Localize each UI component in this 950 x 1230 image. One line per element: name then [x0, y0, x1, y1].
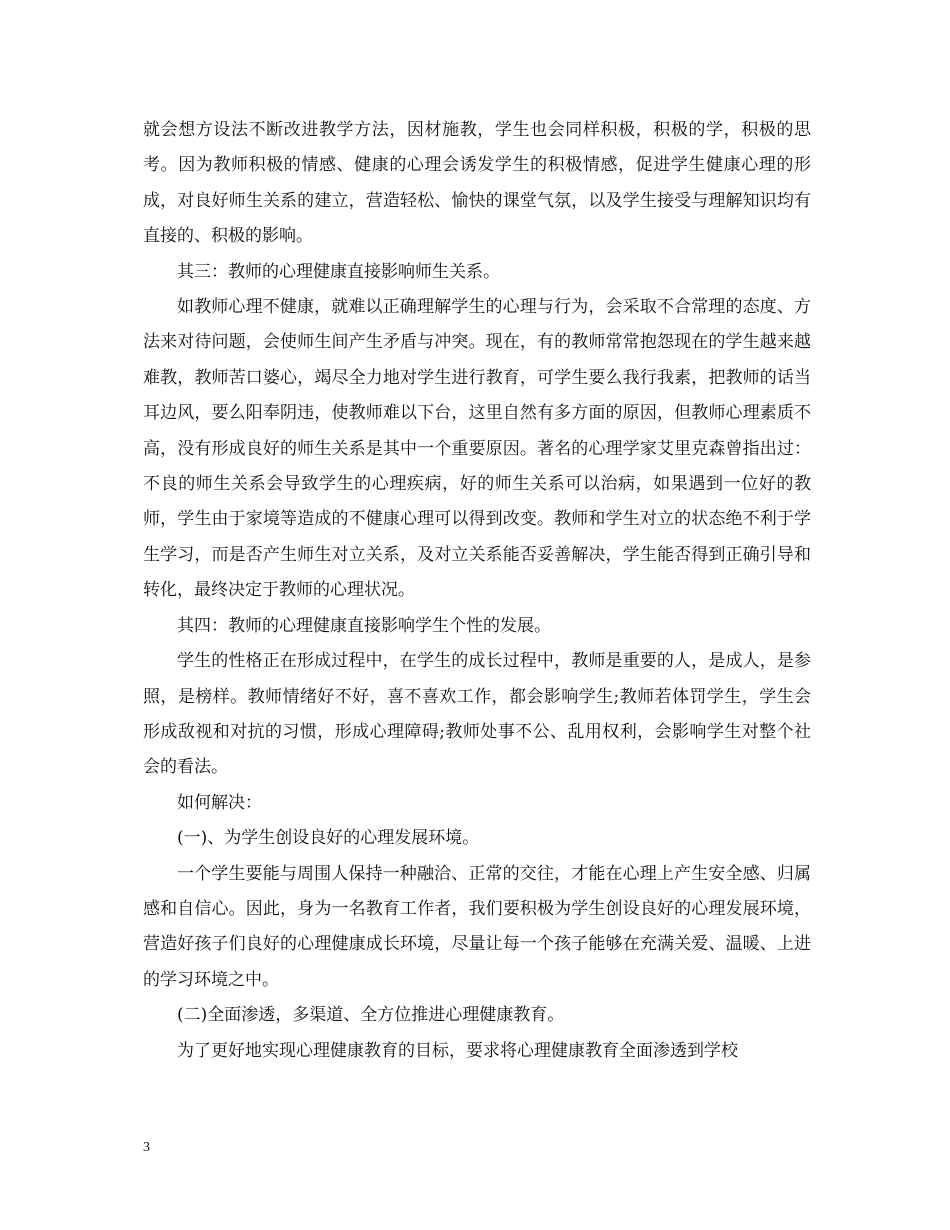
paragraph: 学生的性格正在形成过程中，在学生的成长过程中，教师是重要的人，是成人，是参照，是榜样。教师情绪好不好，喜不喜欢工作，都会影响学生;教师若体罚学生，学生会形成敌视和对抗的习惯，形成心理障碍;教师处事不公、乱用权利，会影响学生对整个社会的看法。 [143, 651, 811, 778]
page-number: 3 [143, 1140, 150, 1155]
paragraph: 其四：教师的心理健康直接影响学生个性的发展。 [177, 615, 551, 636]
paragraph: 为了更好地实现心理健康教育的目标，要求将心理健康教育全面渗透到学校 [177, 1040, 738, 1061]
paragraph: 其三：教师的心理健康直接影响师生关系。 [177, 261, 500, 282]
paragraph: 就会想方设法不断改进教学方法，因材施教，学生也会同样积极，积极的学，积极的思考。因为教师积极的情感、健康的心理会诱发学生的积极情感，促进学生健康心理的形成，对良好师生关系的建立，营造轻松、愉快的课堂气氛，以及学生接受与理解知识均有直接的、积极的影响。 [143, 120, 811, 247]
paragraph: 如何解决： [177, 792, 262, 813]
body-text [143, 113, 811, 1069]
paragraph: 如教师心理不健康，就难以正确理解学生的心理与行为，会采取不合常理的态度、方法来对待问题，会使师生间产生矛盾与冲突。现在，有的教师常常抱怨现在的学生越来越难教，教师苦口婆心，竭尽全力地对学生进行教育，可学生要么我行我素，把教师的话当耳边风，要么阳奉阴违，使教师难以下台，这里自然有多方面的原因，但教师心理素质不高，没有形成良好的师生关系是其中一个重要原因。著名的心理学家艾里克森曾指出过：不良的师生关系会导致学生的心理疾病，好的师生关系可以治病，如果遇到一位好的教师，学生由于家境等造成的不健康心理可以得到改变。教师和学生对立的状态绝不利于学生学习，而是否产生师生对立关系，及对立关系能否妥善解决，学生能否得到正确引导和转化，最终决定于教师的心理状况。 [143, 297, 811, 601]
paragraph: (二)全面渗透，多渠道、全方位推进心理健康教育。 [177, 1005, 565, 1026]
paragraph: 一个学生要能与周围人保持一种融洽、正常的交往，才能在心理上产生安全感、归属感和自信心。因此，身为一名教育工作者，我们要积极为学生创设良好的心理发展环境，营造好孩子们良好的心理健康成长环境，尽量让每一个孩子能够在充满关爱、温暖、上进的学习环境之中。 [143, 863, 811, 990]
paragraph: (一)、为学生创设良好的心理发展环境。 [177, 828, 480, 849]
